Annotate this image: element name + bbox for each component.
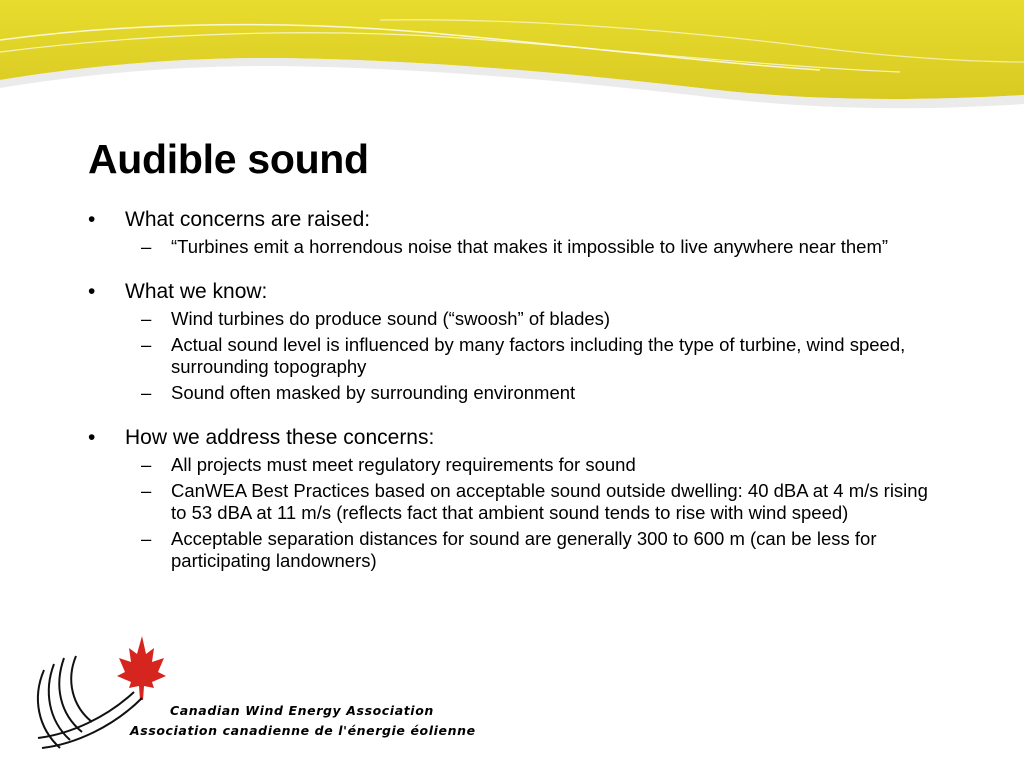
list-item xyxy=(88,308,958,330)
bullet-mark: • xyxy=(88,208,96,231)
maple-leaf-wind-icon xyxy=(30,628,170,758)
list-item xyxy=(88,480,958,524)
dash-mark: – xyxy=(141,382,152,403)
dash-mark: – xyxy=(141,528,152,549)
list-item-text: Wind turbines do produce sound (“swoosh” of blades) xyxy=(171,308,611,329)
list-item-text: Actual sound level is influenced by many factors including the type of turbine, wind speed, surrounding topography xyxy=(171,334,906,377)
list-item xyxy=(88,382,958,404)
dash-mark: – xyxy=(141,454,152,475)
list-item-text: Acceptable separation distances for sound are generally 300 to 600 m (can be less for participating landowners) xyxy=(171,528,877,571)
org-name-french: Association canadienne de l'énergie éolienne xyxy=(130,723,476,738)
bullet-text: What we know: xyxy=(125,280,268,303)
sub-list xyxy=(88,236,958,258)
sub-list xyxy=(88,454,958,572)
dash-mark: – xyxy=(141,334,152,355)
bullet-heading xyxy=(88,277,958,306)
slide-content xyxy=(88,205,958,591)
org-name-english: Canadian Wind Energy Association xyxy=(170,703,434,718)
list-item-text: “Turbines emit a horrendous noise that makes it impossible to live anywhere near them” xyxy=(171,236,889,257)
bullet-heading xyxy=(88,205,958,234)
header-banner xyxy=(0,0,1024,120)
list-item-text: All projects must meet regulatory requirements for sound xyxy=(171,454,636,475)
bullet-text: How we address these concerns: xyxy=(125,426,435,449)
section-concerns xyxy=(88,205,958,258)
list-item-text: CanWEA Best Practices based on acceptable sound outside dwelling: 40 dBA at 4 m/s rising to 53 dBA at 11 m/s (reflects fact that ambient sound tends to rise with wind speed) xyxy=(171,480,928,523)
dash-mark: – xyxy=(141,236,152,257)
list-item xyxy=(88,334,958,378)
section-address-concerns xyxy=(88,423,958,572)
list-item xyxy=(88,454,958,476)
section-what-we-know xyxy=(88,277,958,404)
bullet-mark: • xyxy=(88,426,96,449)
bullet-heading xyxy=(88,423,958,452)
dash-mark: – xyxy=(141,308,152,329)
list-item xyxy=(88,528,958,572)
list-item xyxy=(88,236,958,258)
dash-mark: – xyxy=(141,480,152,501)
bullet-text: What concerns are raised: xyxy=(125,208,371,231)
bullet-mark: • xyxy=(88,280,96,303)
slide-title: Audible sound xyxy=(88,136,369,182)
list-item-text: Sound often masked by surrounding environment xyxy=(171,382,576,403)
sub-list xyxy=(88,308,958,404)
